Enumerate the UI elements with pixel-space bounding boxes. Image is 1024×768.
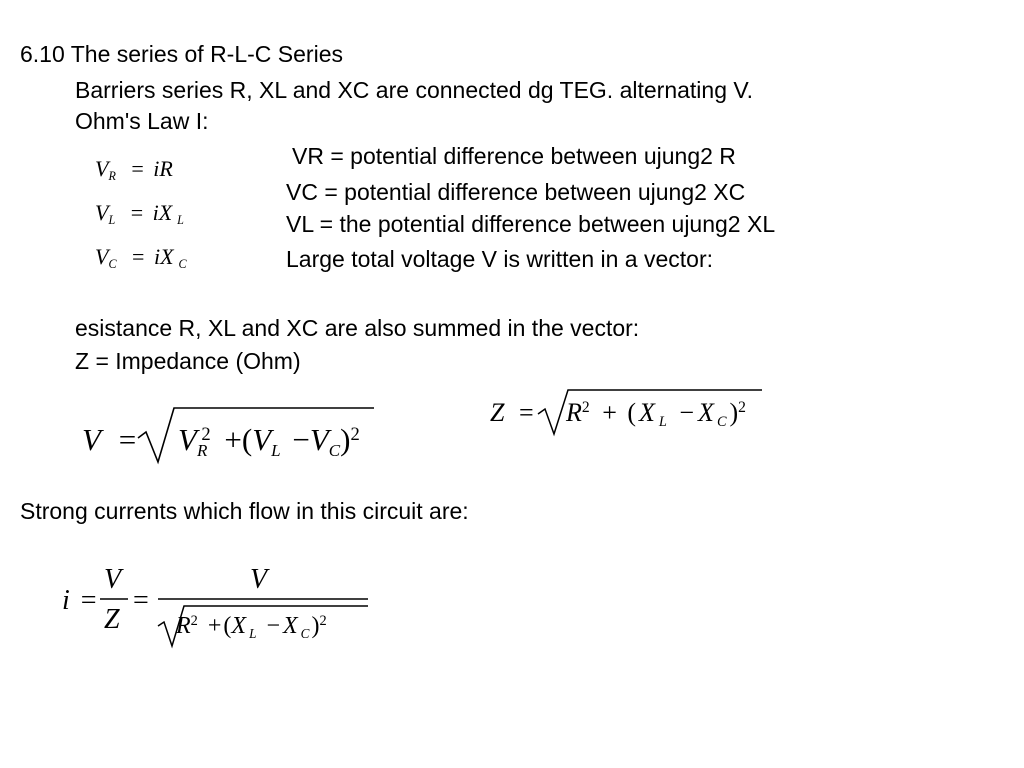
impedance-line: Z = Impedance (Ohm) <box>75 348 301 374</box>
intro-line: Barriers series R, XL and XC are connected dg TEG. alternating V. <box>75 77 754 103</box>
equation-vr: VR = iR <box>95 156 173 184</box>
definition-vl: VL = the potential difference between ujung2 XL <box>286 211 776 237</box>
equation-i-equals-2: = <box>133 585 149 616</box>
fraction-1-numerator: V <box>104 564 122 595</box>
current-line: Strong currents which flow in this circuit are: <box>20 498 469 524</box>
fraction-1-denominator: Z <box>104 604 120 635</box>
equation-vl: VL = iX L <box>95 200 184 228</box>
equation-i-lhs: i = <box>62 585 97 616</box>
equation-z-radicand: $R^2$ + ( X L − X C )$^2$ <box>566 398 746 430</box>
fraction-2-numerator: V <box>250 564 268 595</box>
equation-v-radicand: $VR^2 +(VL -VC)^2$ <box>178 422 360 460</box>
equation-i-radicand: $R^2 +(X$ L − X C)$^2$ <box>176 613 327 641</box>
resistance-line: esistance R, XL and XC are also summed in the vector: <box>75 315 640 341</box>
equation-v-lhs: V = <box>82 422 137 457</box>
definition-vc: VC = potential difference between ujung2 XC <box>286 179 746 205</box>
definition-vr: VR = potential difference between ujung2 R <box>292 143 736 169</box>
fraction-1-bar <box>100 598 130 602</box>
slide-title: 6.10 The series of R-L-C Series <box>20 41 343 67</box>
ohms-law-line: Ohm's Law I: <box>75 108 209 134</box>
definition-total-voltage: Large total voltage V is written in a vector: <box>286 246 713 272</box>
equation-vc: VC = iX C <box>95 244 187 272</box>
equation-z-lhs: Z = <box>490 398 534 427</box>
